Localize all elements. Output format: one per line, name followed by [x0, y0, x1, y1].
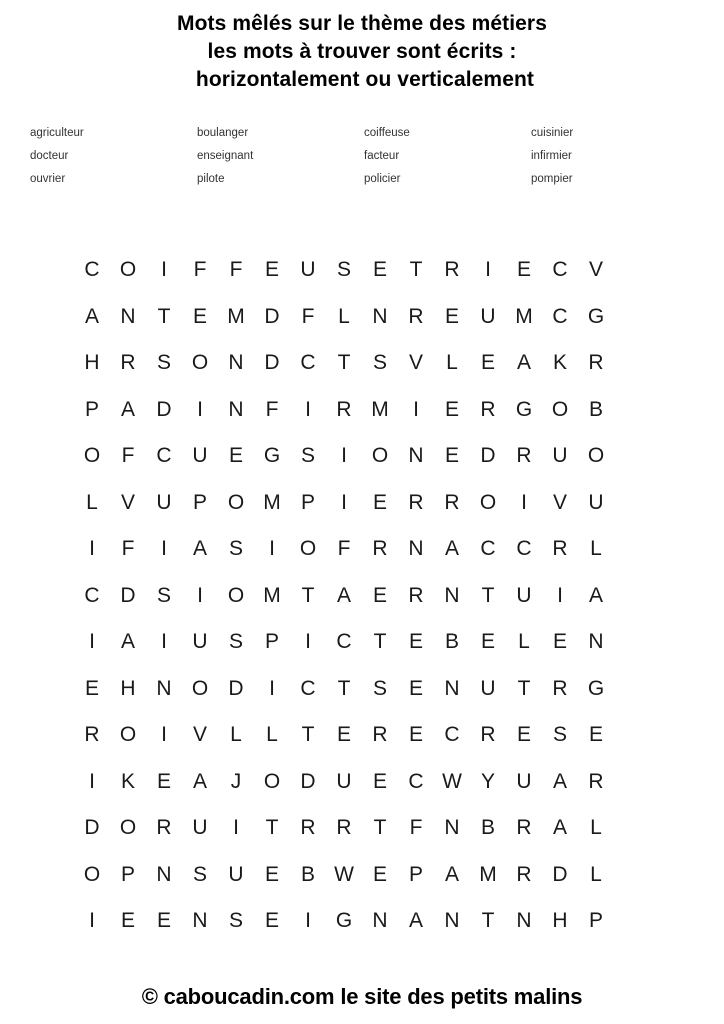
grid-cell: O: [227, 490, 245, 514]
grid-cell: L: [518, 630, 530, 654]
grid-cell: O: [371, 444, 389, 468]
word-item: agriculteur: [30, 127, 84, 139]
grid-cell: O: [191, 351, 209, 375]
grid-cell: I: [557, 583, 563, 607]
grid-cell: R: [444, 490, 460, 514]
grid-cell: A: [588, 583, 603, 607]
grid-cell: [614, 759, 650, 806]
grid-cell: N: [156, 862, 172, 886]
grid-cell: N: [408, 537, 424, 561]
title-line-2: les mots à trouver sont écrits :: [207, 40, 517, 63]
grid-cell: I: [341, 490, 347, 514]
grid-cell: O: [263, 769, 281, 793]
grid-cell: E: [444, 304, 459, 328]
page-title: [0, 0, 724, 94]
grid-cell: R: [480, 397, 496, 421]
grid-cell: [614, 387, 650, 434]
grid-cell: S: [228, 537, 243, 561]
grid-cell: E: [408, 630, 423, 654]
grid-cell: U: [480, 676, 496, 700]
grid-cell: O: [83, 444, 101, 468]
grid-cell: A: [516, 351, 531, 375]
grid-cell: H: [552, 909, 568, 933]
grid-cell: L: [338, 304, 350, 328]
grid-cell: U: [192, 816, 208, 840]
grid-cell: V: [552, 490, 567, 514]
grid-cell: A: [408, 909, 423, 933]
grid-cell: U: [516, 769, 532, 793]
grid-cell: F: [265, 397, 279, 421]
grid-cell: E: [228, 444, 243, 468]
grid-cell: I: [161, 537, 167, 561]
grid-cell: D: [264, 304, 280, 328]
grid-cell: E: [444, 397, 459, 421]
grid-cell: E: [336, 723, 351, 747]
grid-cell: E: [516, 258, 531, 282]
grid-cell: T: [301, 583, 315, 607]
grid-cell: C: [84, 583, 100, 607]
grid-cell: U: [336, 769, 352, 793]
grid-cell: R: [156, 816, 172, 840]
grid-cell: R: [444, 258, 460, 282]
grid-cell: P: [192, 490, 207, 514]
grid-cell: T: [301, 723, 315, 747]
grid-cell: C: [300, 676, 316, 700]
grid-cell: I: [341, 444, 347, 468]
grid-cell: T: [481, 909, 495, 933]
grid-cell: T: [337, 676, 351, 700]
grid-cell: E: [408, 723, 423, 747]
grid-cell: O: [587, 444, 605, 468]
grid-cell: [614, 247, 650, 294]
grid-cell: R: [336, 816, 352, 840]
grid-cell: [614, 433, 650, 480]
grid-cell: L: [590, 862, 602, 886]
grid-cell: I: [161, 723, 167, 747]
grid-cell: U: [480, 304, 496, 328]
grid-cell: W: [442, 769, 462, 793]
grid-cell: E: [192, 304, 207, 328]
grid-cell: N: [192, 909, 208, 933]
grid-cell: G: [263, 444, 281, 468]
grid-cell: E: [372, 258, 387, 282]
grid-cell: K: [552, 351, 567, 375]
grid-cell: A: [120, 397, 135, 421]
grid-cell: J: [230, 769, 242, 793]
grid-cell: N: [444, 909, 460, 933]
grid-cell: I: [89, 909, 95, 933]
grid-cell: [614, 480, 650, 527]
grid-cell: E: [156, 909, 171, 933]
grid-cell: S: [552, 723, 567, 747]
grid-cell: B: [588, 397, 603, 421]
grid-cell: R: [408, 304, 424, 328]
grid-cell: T: [373, 630, 387, 654]
grid-cell: I: [413, 397, 419, 421]
grid-cell: A: [552, 816, 567, 840]
grid-cell: I: [269, 537, 275, 561]
grid-cell: [614, 666, 650, 713]
grid-cell: C: [444, 723, 460, 747]
grid-cell: H: [84, 351, 100, 375]
grid-cell: N: [444, 583, 460, 607]
grid-cell: N: [372, 304, 388, 328]
grid-cell: S: [372, 676, 387, 700]
grid-cell: I: [161, 630, 167, 654]
grid-cell: C: [516, 537, 532, 561]
grid-cell: T: [265, 816, 279, 840]
grid-cell: O: [119, 258, 137, 282]
grid-cell: O: [119, 816, 137, 840]
grid-cell: I: [197, 583, 203, 607]
word-item: ouvrier: [30, 173, 66, 185]
grid-cell: F: [409, 816, 423, 840]
grid-cell: P: [84, 397, 99, 421]
grid-cell: R: [516, 862, 532, 886]
grid-cell: I: [89, 630, 95, 654]
grid-cell: D: [228, 676, 244, 700]
grid-cell: I: [89, 537, 95, 561]
grid-cell: S: [336, 258, 351, 282]
grid-cell: A: [84, 304, 99, 328]
grid-cell: I: [305, 909, 311, 933]
grid-cell: E: [480, 630, 495, 654]
grid-cell: U: [552, 444, 568, 468]
grid-cell: T: [373, 816, 387, 840]
grid-cell: I: [521, 490, 527, 514]
grid-cell: O: [227, 583, 245, 607]
word-item: docteur: [30, 150, 69, 162]
word-item: pompier: [531, 173, 573, 185]
grid-cell: S: [228, 909, 243, 933]
word-item: infirmier: [531, 150, 572, 162]
grid-cell: N: [444, 816, 460, 840]
grid-cell: U: [516, 583, 532, 607]
grid-cell: T: [517, 676, 531, 700]
grid-cell: V: [120, 490, 135, 514]
grid-cell: M: [227, 304, 245, 328]
grid-cell: E: [84, 676, 99, 700]
grid-cell: S: [192, 862, 207, 886]
grid-cell: D: [156, 397, 172, 421]
grid-cell: L: [86, 490, 98, 514]
grid-cell: R: [588, 769, 604, 793]
grid-cell: [614, 852, 650, 899]
grid-cell: E: [516, 723, 531, 747]
grid-cell: D: [480, 444, 496, 468]
grid-cell: P: [300, 490, 315, 514]
grid-cell: R: [300, 816, 316, 840]
grid-cell: K: [120, 769, 135, 793]
grid-cell: S: [156, 351, 171, 375]
grid-cell: E: [552, 630, 567, 654]
grid-cell: [614, 294, 650, 341]
grid-cell: N: [228, 397, 244, 421]
grid-cell: L: [446, 351, 458, 375]
grid-cell: I: [197, 397, 203, 421]
grid-cell: G: [515, 397, 533, 421]
grid-cell: L: [230, 723, 242, 747]
grid-cell: R: [372, 723, 388, 747]
title-line-1: Mots mêlés sur le thème des métiers: [177, 12, 547, 35]
grid-cell: P: [264, 630, 279, 654]
grid-cell: E: [264, 909, 279, 933]
grid-cell: M: [371, 397, 389, 421]
grid-cell: C: [300, 351, 316, 375]
grid-cell: U: [228, 862, 244, 886]
grid-cell: G: [587, 304, 605, 328]
letter-grid-container: [0, 247, 724, 945]
grid-cell: [614, 619, 650, 666]
grid-cell: B: [480, 816, 495, 840]
grid-cell: R: [588, 351, 604, 375]
grid-cell: A: [444, 862, 459, 886]
grid-cell: N: [444, 676, 460, 700]
grid-cell: F: [229, 258, 243, 282]
grid-cell: O: [83, 862, 101, 886]
grid-cell: E: [408, 676, 423, 700]
grid-cell: M: [263, 490, 281, 514]
grid-cell: U: [300, 258, 316, 282]
grid-cell: [614, 805, 650, 852]
grid-cell: O: [479, 490, 497, 514]
grid-cell: M: [263, 583, 281, 607]
word-list: [0, 122, 724, 191]
grid-cell: N: [372, 909, 388, 933]
grid-cell: P: [120, 862, 135, 886]
grid-cell: A: [444, 537, 459, 561]
grid-cell: B: [300, 862, 315, 886]
grid-cell: N: [120, 304, 136, 328]
grid-cell: E: [480, 351, 495, 375]
grid-cell: T: [409, 258, 423, 282]
word-item: enseignant: [197, 150, 254, 162]
grid-cell: G: [335, 909, 353, 933]
grid-cell: R: [372, 537, 388, 561]
word-item: boulanger: [197, 127, 249, 139]
grid-cell: E: [372, 490, 387, 514]
grid-cell: N: [516, 909, 532, 933]
grid-cell: E: [120, 909, 135, 933]
grid-cell: C: [480, 537, 496, 561]
word-item: cuisinier: [531, 127, 574, 139]
grid-cell: [614, 340, 650, 387]
grid-cell: O: [551, 397, 569, 421]
grid-cell: M: [515, 304, 533, 328]
grid-cell: F: [301, 304, 315, 328]
grid-cell: [614, 526, 650, 573]
grid-cell: N: [156, 676, 172, 700]
grid-cell: U: [156, 490, 172, 514]
grid-cell: E: [444, 444, 459, 468]
grid-cell: L: [590, 537, 602, 561]
grid-cell: D: [84, 816, 100, 840]
word-item: pilote: [197, 173, 225, 185]
word-item: facteur: [364, 150, 400, 162]
grid-cell: P: [588, 909, 603, 933]
grid-cell: I: [89, 769, 95, 793]
grid-cell: [614, 712, 650, 759]
grid-cell: O: [191, 676, 209, 700]
grid-cell: E: [588, 723, 603, 747]
grid-cell: R: [516, 816, 532, 840]
grid-cell: G: [587, 676, 605, 700]
grid-cell: I: [269, 676, 275, 700]
grid-cell: A: [120, 630, 135, 654]
grid-cell: N: [408, 444, 424, 468]
grid-cell: R: [120, 351, 136, 375]
grid-cell: R: [84, 723, 100, 747]
grid-cell: A: [192, 769, 207, 793]
grid-cell: C: [552, 258, 568, 282]
grid-cell: R: [408, 583, 424, 607]
grid-cell: S: [228, 630, 243, 654]
grid-cell: R: [552, 676, 568, 700]
grid-cell: E: [372, 769, 387, 793]
grid-cell: I: [161, 258, 167, 282]
grid-cell: R: [408, 490, 424, 514]
grid-cell: M: [479, 862, 497, 886]
grid-cell: L: [590, 816, 602, 840]
grid-cell: V: [408, 351, 423, 375]
grid-cell: R: [336, 397, 352, 421]
title-line-3: horizontalement ou verticalement: [189, 68, 535, 91]
grid-cell: I: [305, 397, 311, 421]
grid-cell: P: [408, 862, 423, 886]
grid-cell: A: [192, 537, 207, 561]
grid-cell: E: [264, 862, 279, 886]
grid-cell: N: [228, 351, 244, 375]
grid-cell: D: [120, 583, 136, 607]
grid-cell: F: [121, 444, 135, 468]
grid-cell: E: [372, 583, 387, 607]
grid-cell: I: [305, 630, 311, 654]
footer-credit: © caboucadin.com le site des petits malins: [141, 984, 583, 1009]
grid-cell: F: [337, 537, 351, 561]
word-item: policier: [364, 173, 401, 185]
grid-cell: V: [192, 723, 207, 747]
grid-cell: O: [119, 723, 137, 747]
grid-cell: N: [588, 630, 604, 654]
grid-cell: R: [516, 444, 532, 468]
grid-cell: S: [300, 444, 315, 468]
grid-cell: C: [552, 304, 568, 328]
grid-cell: V: [588, 258, 603, 282]
grid-cell: D: [300, 769, 316, 793]
grid-cell: U: [192, 444, 208, 468]
grid-cell: D: [264, 351, 280, 375]
grid-cell: E: [156, 769, 171, 793]
grid-cell: L: [266, 723, 278, 747]
grid-cell: S: [372, 351, 387, 375]
grid-cell: W: [334, 862, 354, 886]
grid-cell: R: [480, 723, 496, 747]
grid-cell: B: [444, 630, 459, 654]
grid-cell: C: [156, 444, 172, 468]
letter-grid: [74, 247, 650, 945]
grid-cell: A: [552, 769, 567, 793]
grid-cell: A: [336, 583, 351, 607]
grid-cell: E: [372, 862, 387, 886]
word-item: coiffeuse: [364, 127, 410, 139]
grid-cell: U: [588, 490, 604, 514]
grid-cell: C: [408, 769, 424, 793]
grid-cell: C: [336, 630, 352, 654]
grid-cell: R: [552, 537, 568, 561]
grid-cell: U: [192, 630, 208, 654]
grid-cell: S: [156, 583, 171, 607]
grid-cell: Y: [480, 769, 495, 793]
grid-cell: F: [193, 258, 207, 282]
grid-cell: I: [485, 258, 491, 282]
grid-cell: T: [481, 583, 495, 607]
grid-cell: E: [264, 258, 279, 282]
grid-cell: H: [120, 676, 136, 700]
grid-cell: T: [337, 351, 351, 375]
grid-cell: C: [84, 258, 100, 282]
grid-cell: I: [233, 816, 239, 840]
grid-cell: T: [157, 304, 171, 328]
grid-cell: [614, 573, 650, 620]
grid-cell: O: [299, 537, 317, 561]
grid-cell: D: [552, 862, 568, 886]
grid-cell: [614, 898, 650, 945]
grid-cell: F: [121, 537, 135, 561]
